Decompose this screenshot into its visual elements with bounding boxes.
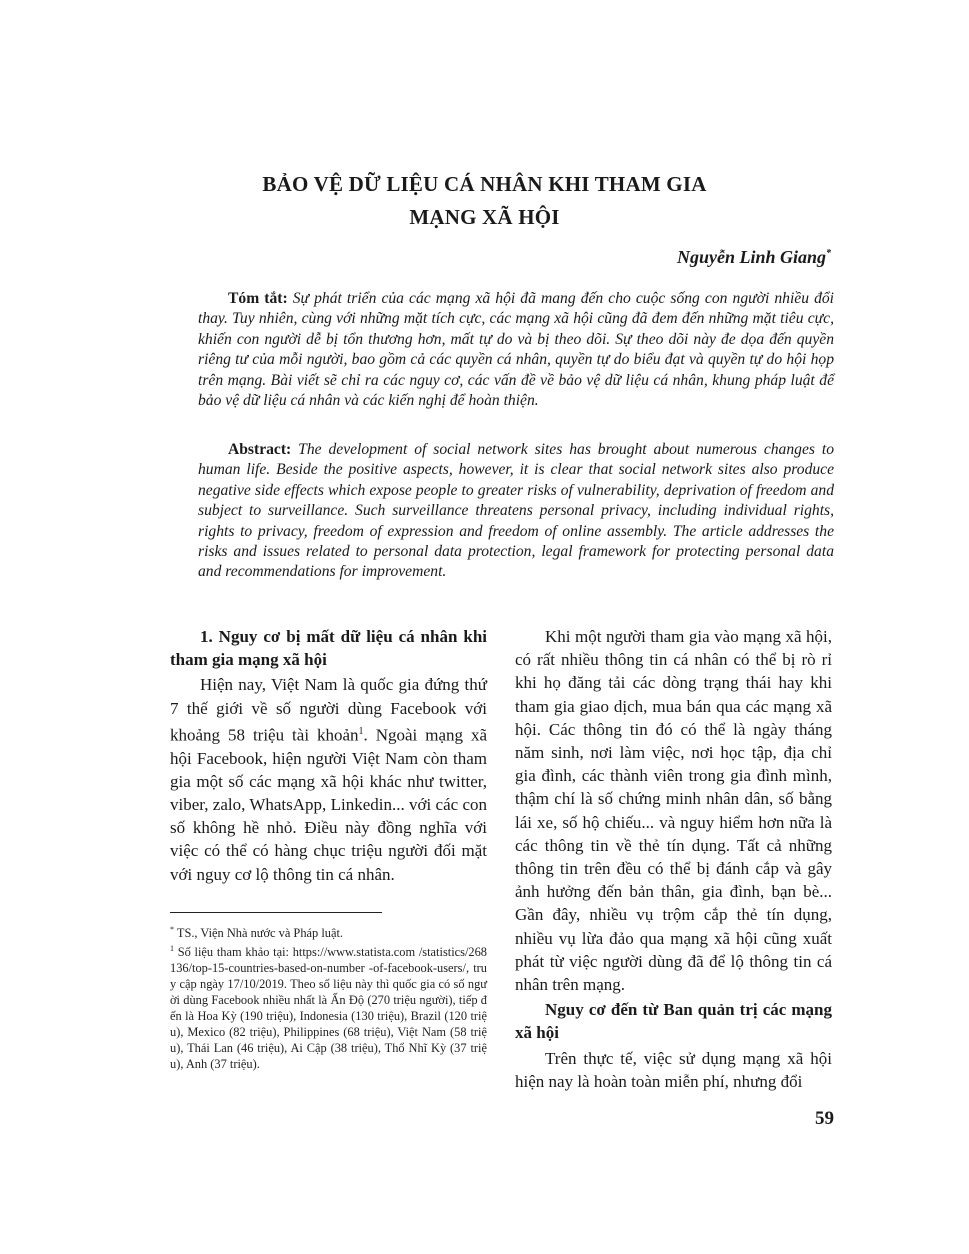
right-paragraph-2: Trên thực tế, việc sử dụng mạng xã hội hiện nay là hoàn toàn miễn phí, nhưng đổi (515, 1048, 832, 1091)
footnote-1 (170, 941, 487, 1072)
summary-label: Tóm tắt: (228, 290, 288, 307)
page-number: 59 (815, 1108, 834, 1129)
footnote-1-mark: 1 (170, 944, 174, 954)
vietnamese-summary (198, 289, 834, 411)
section-subheading: Nguy cơ đến từ Ban quản trị các mạng xã hội (515, 1000, 832, 1043)
footnote-1-text: Số liệu tham khảo tại: https://www.statista.com /statistics/268136/top-15-countries-based-on-number -of-facebook-users/, truy cập ngày 17/10/2019. Theo số liệu này thì quốc gia có số người dùng Facebook nhiều nhất là Ấn Độ (270 triệu người), tiếp đến là Hoa Kỳ (190 triệu), Indonesia (130 triệu), Brazil (120 triệu), Mexico (82 triệu), Philippines (68 triệu), Việt Nam (58 triệu), Thái Lan (46 triệu), Ai Cập (38 triệu), Thổ Nhĩ Kỳ (37 triệu), Anh (37 triệu). (170, 945, 487, 1072)
abstract-label: Abstract: (228, 441, 292, 458)
footnote-ref-1: 1 (358, 725, 364, 737)
author-footnote-mark: * (826, 248, 831, 259)
title-line-1: BẢO VỆ DỮ LIỆU CÁ NHÂN KHI THAM GIA (262, 172, 707, 196)
english-abstract (198, 440, 834, 583)
left-paragraph-1-part-a: Hiện nay, Việt Nam là quốc gia đứng thứ 7 thế giới về số người dùng Facebook với khoảng 58 triệu tài khoản (170, 675, 487, 745)
author-name-text: Nguyễn Linh Giang (676, 247, 826, 267)
footnote-author (170, 922, 487, 941)
summary-text: Sự phát triển của các mạng xã hội đã mang đến cho cuộc sống con người nhiều đổi thay. Tuy nhiên, cùng với những mặt tích cực, các mạng xã hội cũng đã đem đến những mặt tiêu cực, khiến con người dễ bị tổn thương hơn, mất tự do và bị theo dõi. Sự theo dõi này đe dọa đến quyền riêng tư của mỗi người, bao gồm cả các quyền cá nhân, quyền tự do biểu đạt và quyền tự do hội họp trên mạng. Bài viết sẽ chỉ ra các nguy cơ, các vấn đề về bảo vệ dữ liệu cá nhân, khung pháp luật để bảo vệ dữ liệu cá nhân và các kiến nghị để hoàn thiện. (198, 290, 835, 410)
section-heading-1: 1. Nguy cơ bị mất dữ liệu cá nhân khi tham gia mạng xã hội (170, 627, 487, 670)
author-name (677, 247, 831, 268)
title-line-2: MẠNG XÃ HỘI (409, 205, 560, 229)
footnote-author-mark: * (170, 925, 174, 934)
left-paragraph-1 (170, 673, 487, 885)
right-column (515, 625, 832, 1095)
article-title (0, 168, 969, 234)
left-paragraph-1-part-b: . Ngoài mạng xã hội Facebook, hiện người Việt Nam còn tham gia một số các mạng xã hội khác như twitter, viber, zalo, WhatsApp, Linkedin... với các con số không hề nhỏ. Điều này đồng nghĩa với việc có thể có hàng chục triệu người đối mặt với nguy cơ lộ thông tin cá nhân. (170, 725, 487, 884)
footnotes (170, 922, 487, 1072)
left-column (170, 625, 487, 888)
right-paragraph-1: Khi một người tham gia vào mạng xã hội, có rất nhiều thông tin cá nhân có thể bị rò rỉ khi họ đăng tải các dòng trạng thái hay khi tham gia giao dịch, mua bán qua các mạng xã hội. Các thông tin đó có thể là ngày tháng năm sinh, nơi làm việc, nơi học tập, địa chỉ gia đình, các thành viên trong gia đình mình, thậm chí là số chứng minh nhân dân, số bằng lái xe, số hộ chiếu... và nguy hiểm hơn nữa là các thông tin về thẻ tín dụng. Tất cả những thông tin trên đều có thể bị đánh cắp và gây ảnh hưởng đến bản thân, gia đình, bạn bè... Gần đây, nhiều vụ trộm cắp thẻ tín dụng, nhiều vụ lừa đảo qua mạng xã hội cũng xuất phát từ việc người dùng đã để lộ thông tin cá nhân trên mạng. (515, 627, 832, 995)
footnote-author-text: TS., Viện Nhà nước và Pháp luật. (174, 926, 343, 941)
abstract-text: The development of social network sites has brought about numerous changes to human life. Beside the positive aspects, however, it is clear that social network sites also produce negative side effects which expose people to greater risks of vulnerability, deprivation of freedom and subject to surveillance. Such surveillance threatens personal privacy, including individual rights, rights to privacy, freedom of expression and freedom of online assembly. The article addresses the risks and issues related to personal data protection, legal framework for protecting personal data and recommendations for improvement. (198, 441, 834, 581)
footnote-divider (170, 912, 382, 913)
